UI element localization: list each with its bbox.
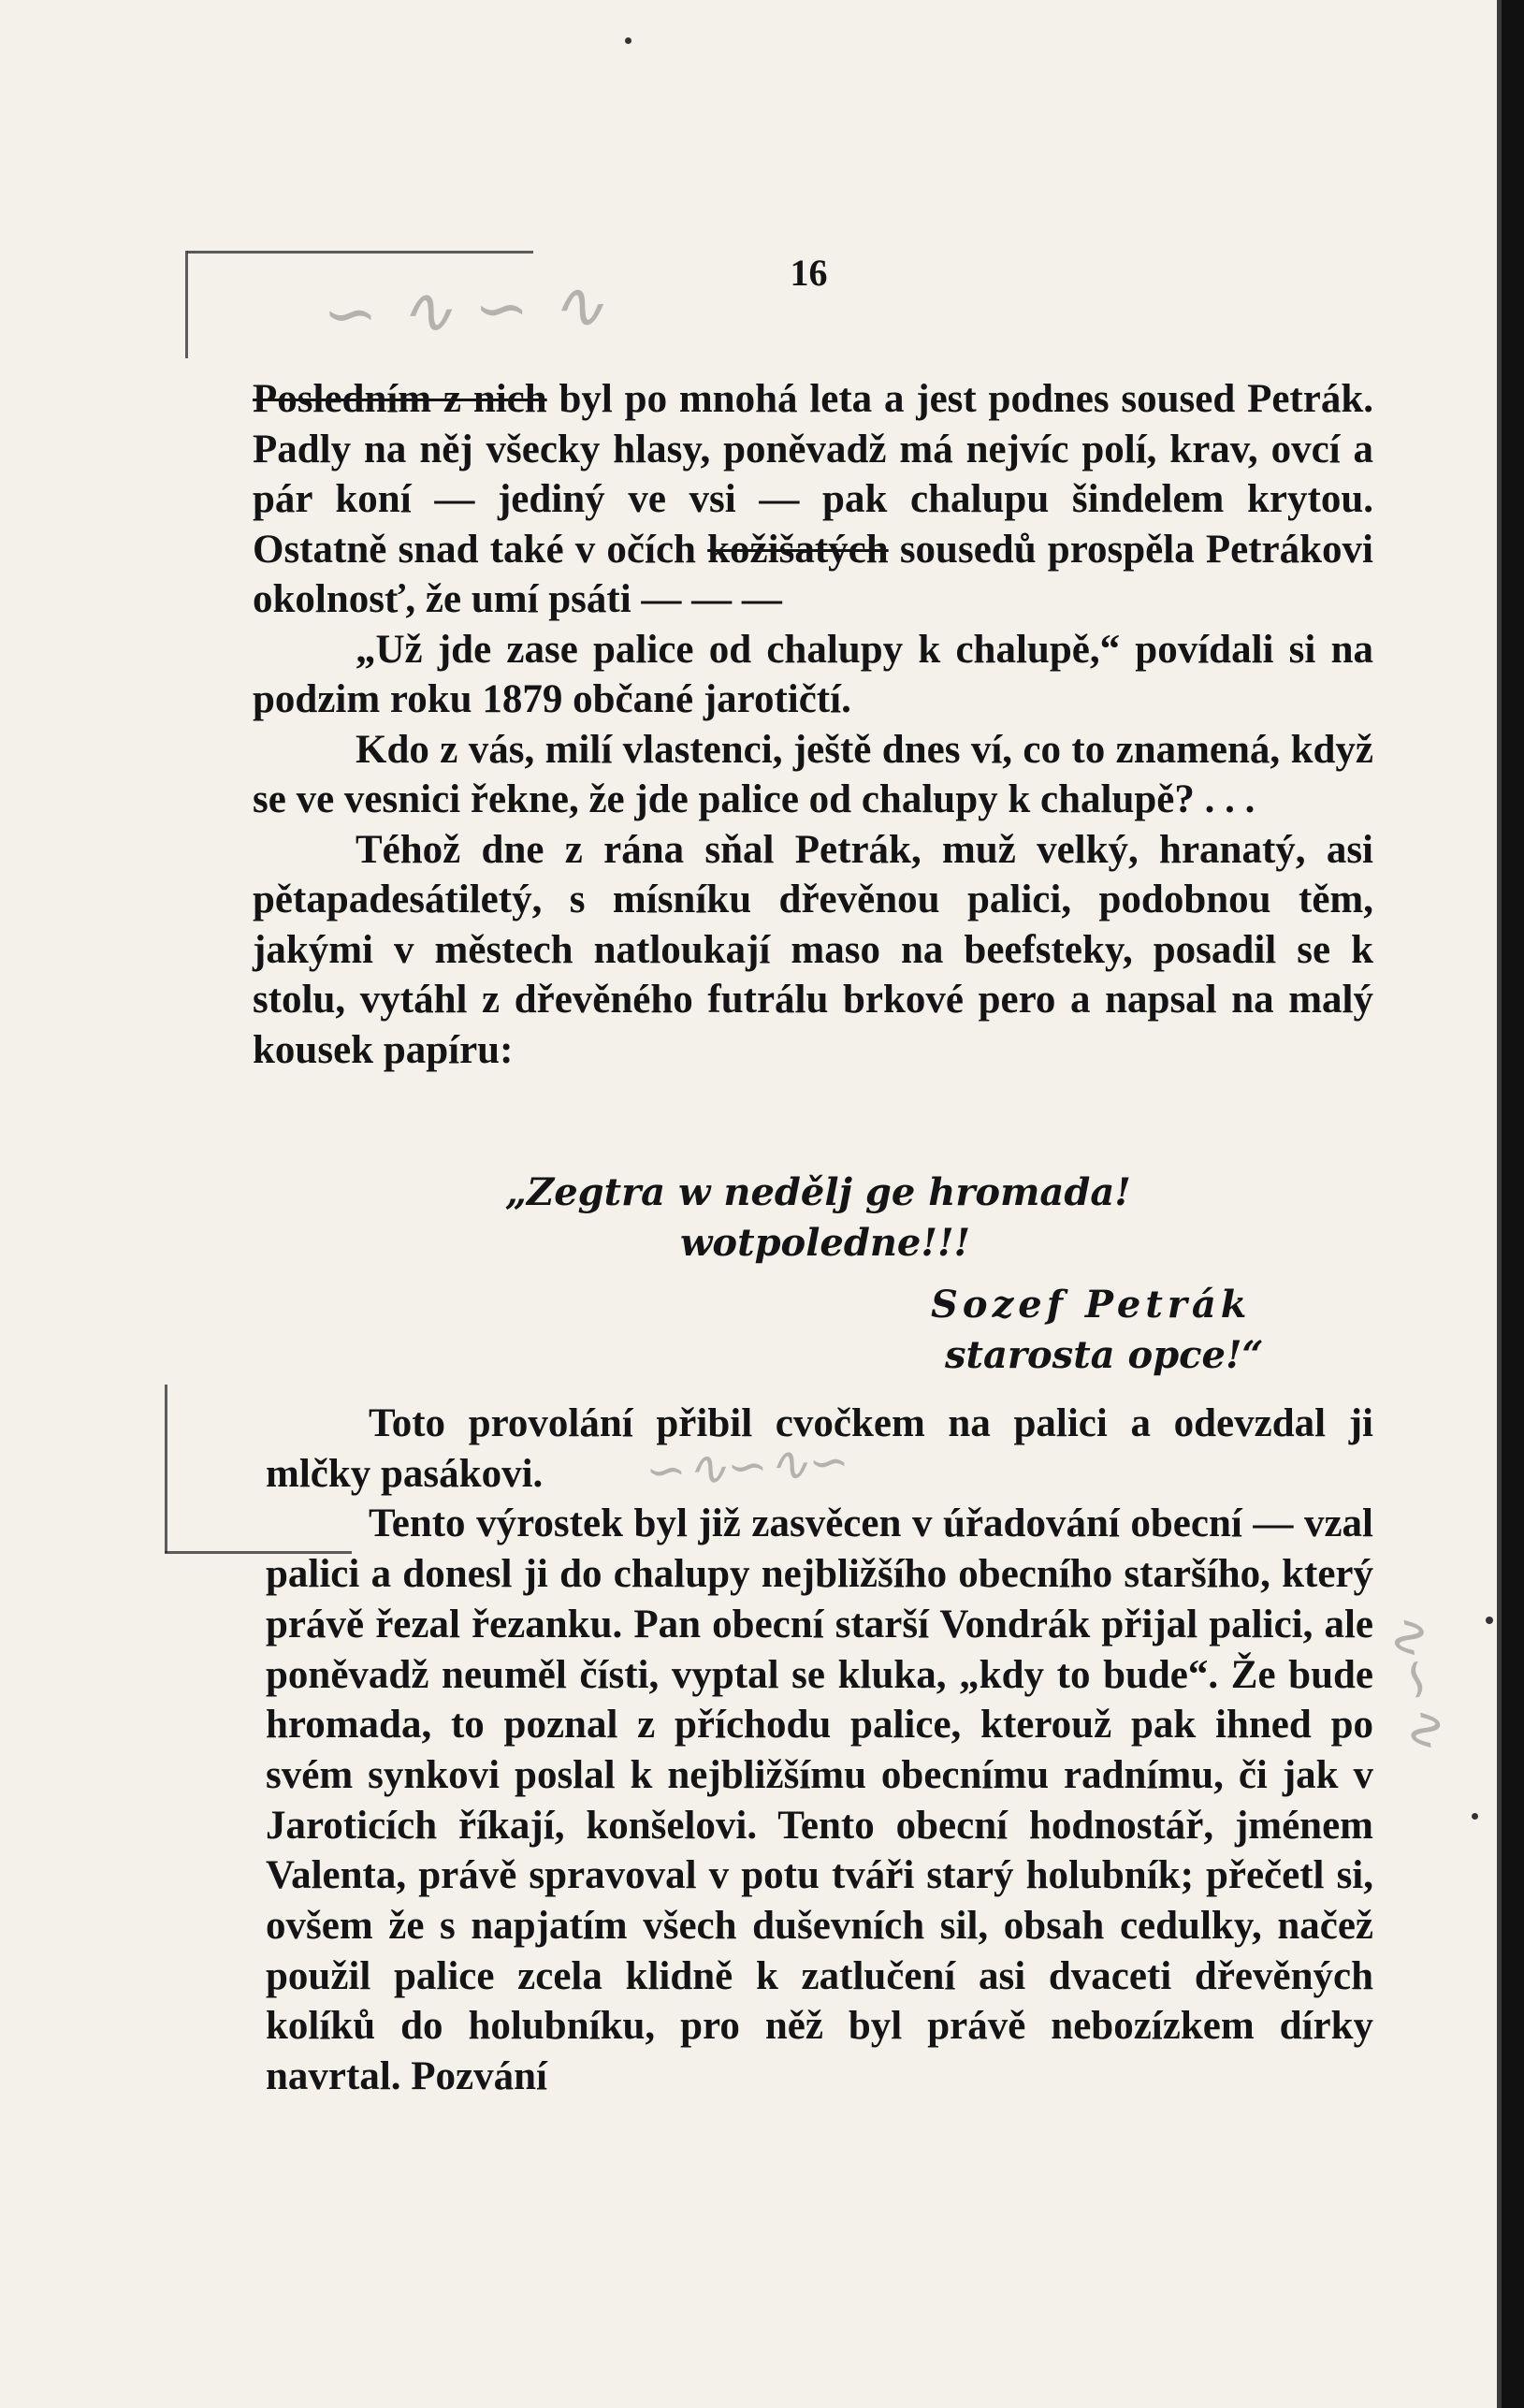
notice-line-2: wotpoledne!!! — [680, 1221, 971, 1265]
ink-speck — [625, 37, 631, 44]
paragraph: Toto provolání přibil cvočkem na palici a odevzdal ji mlčky pasákovi. — [266, 1401, 1373, 1496]
paragraph: „Už jde zase palice od chalupy k chalupě,“ povídali si na podzim roku 1879 občané jarotičtí. — [253, 627, 1373, 721]
paragraph: Kdo z vás, milí vlastenci, ještě dnes ví, co to znamená, když se ve vesnici řekne, že jde palice od chalupy k chalupě? . . . — [253, 727, 1373, 821]
paragraph-text: sousedů prospěla Petrákovi okolnosť, že umí psáti — — — — [253, 527, 1373, 621]
paragraph: Tento výrostek byl již zasvěcen v úřadování obecní — vzal palici a donesl ji do chalupy nejbližšího obecního staršího, který právě řezal řezanku. Pan obecní starší Vondrák přijal palici, ale poněvadž neuměl čísti, vyptal se kluka, „kdy to bude“. Že bude hromada, to poznal z příchodu palice, kterouž pak ihned po svém synkovi poslal k nejbližšímu obecnímu radnímu, či jak v Jaroticích říkají, konšelovi. Tento obecní hodnostář, jménem Valenta, právě spravoval v potu tváři starý holubník; přečetl si, ovšem že s napjatím všech duševních sil, obsah cedulky, načež použil palice zcela klidně k zatlučení asi dvaceti dřevěných kolíků do holubníku, pro něž byl právě nebozízkem dírky navrtal. Pozvání — [266, 1501, 1373, 2099]
notice-title: starosta opce!“ — [945, 1333, 1264, 1377]
binding-edge — [1497, 0, 1524, 2408]
notice-signature: Sozef Petrák — [931, 1283, 1252, 1327]
text-block-bottom — [266, 1399, 1373, 2102]
pencil-handwriting-margin: ∿∽∿ — [1372, 1603, 1462, 1755]
paragraph-text: byl po mnohá leta a jest podnes soused Petrák. Padly na něj všecky hlasy, poněvadž má nejvíc polí, krav, ovcí a pár koní — jediný ve vsi — pak chalupu šindelem krytou. Ostatně snad také v očích — [253, 377, 1373, 572]
paragraph: Téhož dne z rána sňal Petrák, muž velký, hranatý, asi pětapadesátiletý, s mísníku dřevěnou palici, podobnou těm, jakými v městech natloukají maso na beefsteky, posadil se k stolu, vytáhl z dřevěného futrálu brkové pero a napsal na malý kousek papíru: — [253, 827, 1373, 1072]
text-block-top — [253, 374, 1373, 1075]
pencil-bracket-bottom-vertical — [165, 1385, 167, 1553]
pencil-handwriting-middle: ∽∿∽∿∽ — [644, 1433, 851, 1501]
struck-text: Posledním z nich — [253, 377, 547, 421]
ink-speck — [1486, 1617, 1493, 1624]
struck-text: kožišatých — [707, 527, 889, 572]
page-number: 16 — [790, 252, 828, 294]
ink-speck — [1472, 1813, 1478, 1820]
notice-line-1: „Zegtra w nedělj ge hromada! — [505, 1170, 1131, 1214]
paragraph — [253, 374, 1373, 625]
pencil-handwriting-top: ∽ ∿ ∽ ∿ — [321, 266, 606, 354]
